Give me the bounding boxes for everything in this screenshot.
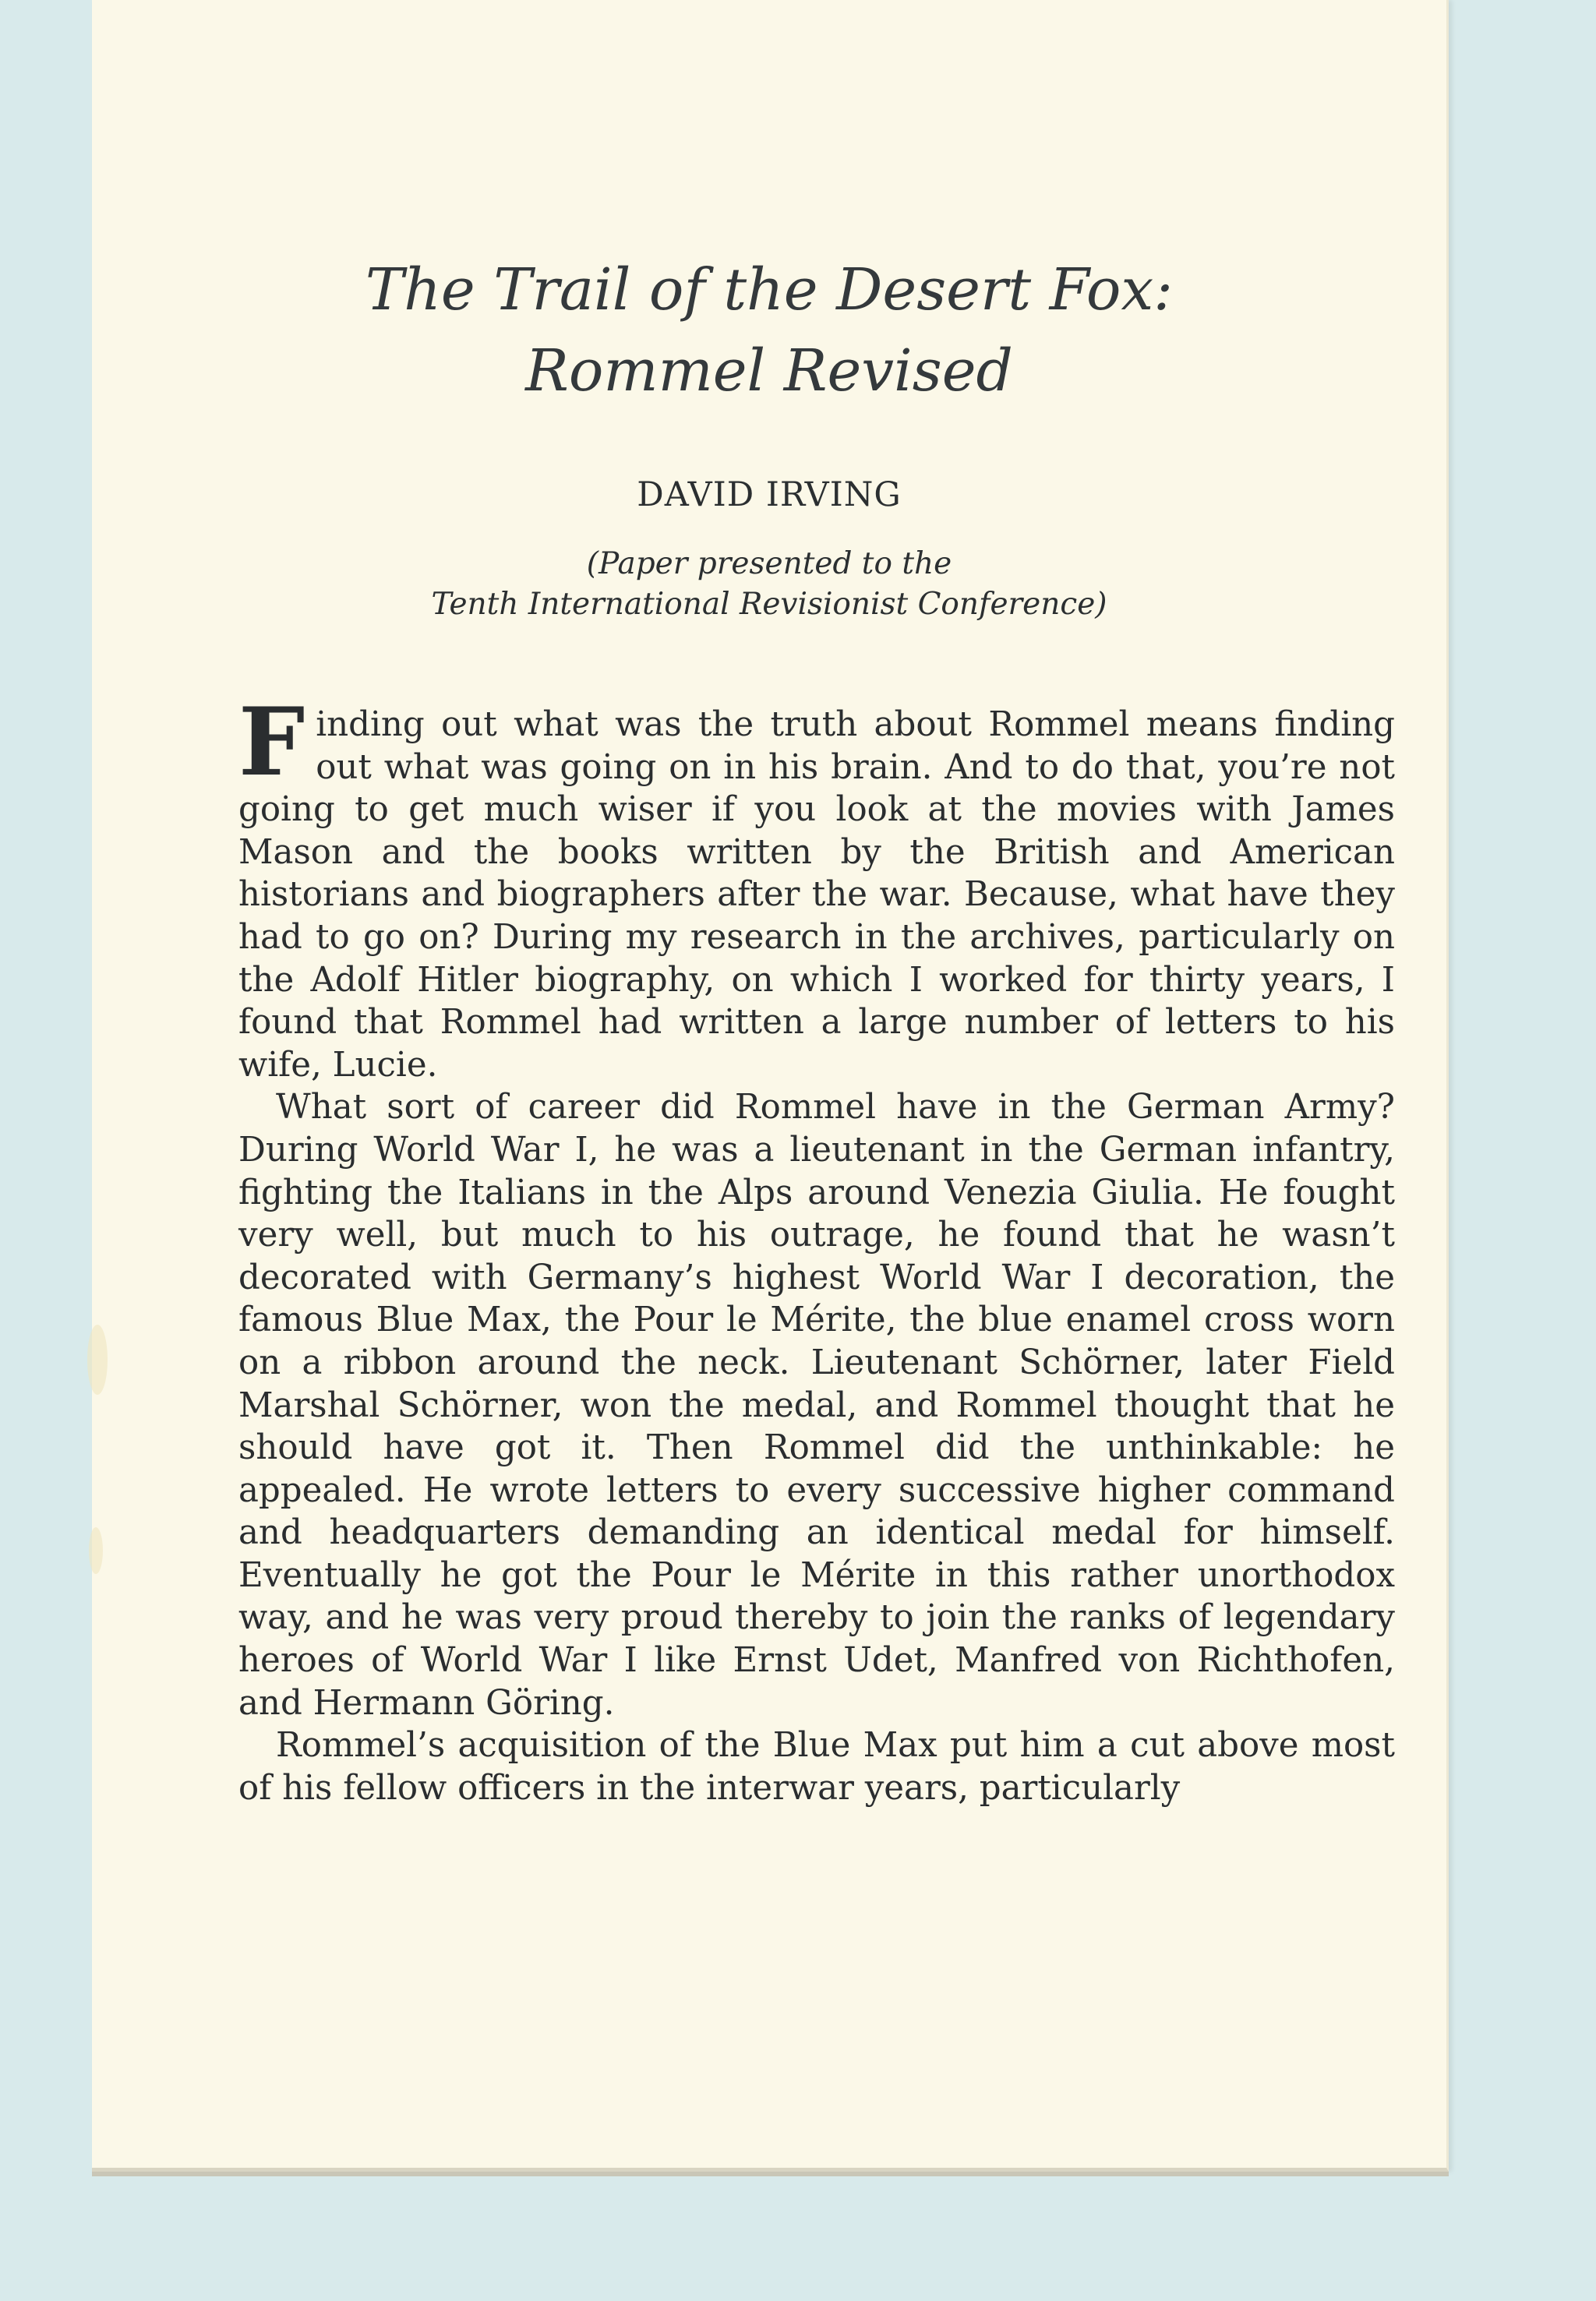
drop-cap: F (238, 687, 305, 797)
note-line-1: (Paper presented to the (586, 546, 952, 581)
paper-stain (89, 1527, 103, 1574)
title-line-2: Rommel Revised (525, 337, 1013, 404)
paragraph-text: inding out what was the truth about Rommel means finding out what was going on in his brain. And to do that, you’re not going to get much wiser if you look at the movies with James Mason and the books written by the British and American historians and biographers after the war. Because, what have they had to go on? During my research in the archives, particularly on the Adolf Hitler biography, on which I worked for thirty years, I found that Rommel had written a large number of letters to his wife, Lucie. (238, 705, 1395, 1085)
note-line-2: Tenth International Revisionist Conference) (431, 587, 1107, 622)
paper-stain (87, 1325, 108, 1395)
paragraph (238, 687, 1395, 1086)
article-title (92, 249, 1446, 411)
presentation-note (92, 544, 1446, 625)
title-line-1: The Trail of the Desert Fox: (365, 256, 1174, 323)
document-page (92, 0, 1449, 2172)
paragraph: What sort of career did Rommel have in the German Army? During World War I, he was a lieutenant in the German infantry, fighting the Italians in the Alps around Venezia Giulia. He fought very well, but much to his outrage, he found that he wasn’t decorated with Germany’s highest World War I decoration, the famous Blue Max, the Pour le Mérite, the blue enamel cross worn on a ribbon around the neck. Lieutenant Schörner, later Field Marshal Schörner, won the medal, and Rommel thought that he should have got it. Then Rommel did the unthinkable: he appealed. He wrote letters to every successive higher command and headquarters demanding an identical medal for himself. Eventually he got the Pour le Mérite in this rather unorthodox way, and he was very proud thereby to join the ranks of legendary heroes of World War I like Ernst Udet, Manfred von Richthofen, and Hermann Göring. (238, 1088, 1395, 1723)
paragraph: Rommel’s acquisition of the Blue Max put him a cut above most of his fellow officers in the interwar years, particularly (238, 1726, 1395, 1808)
article-body (238, 687, 1395, 1809)
author-name: DAVID IRVING (637, 475, 902, 514)
